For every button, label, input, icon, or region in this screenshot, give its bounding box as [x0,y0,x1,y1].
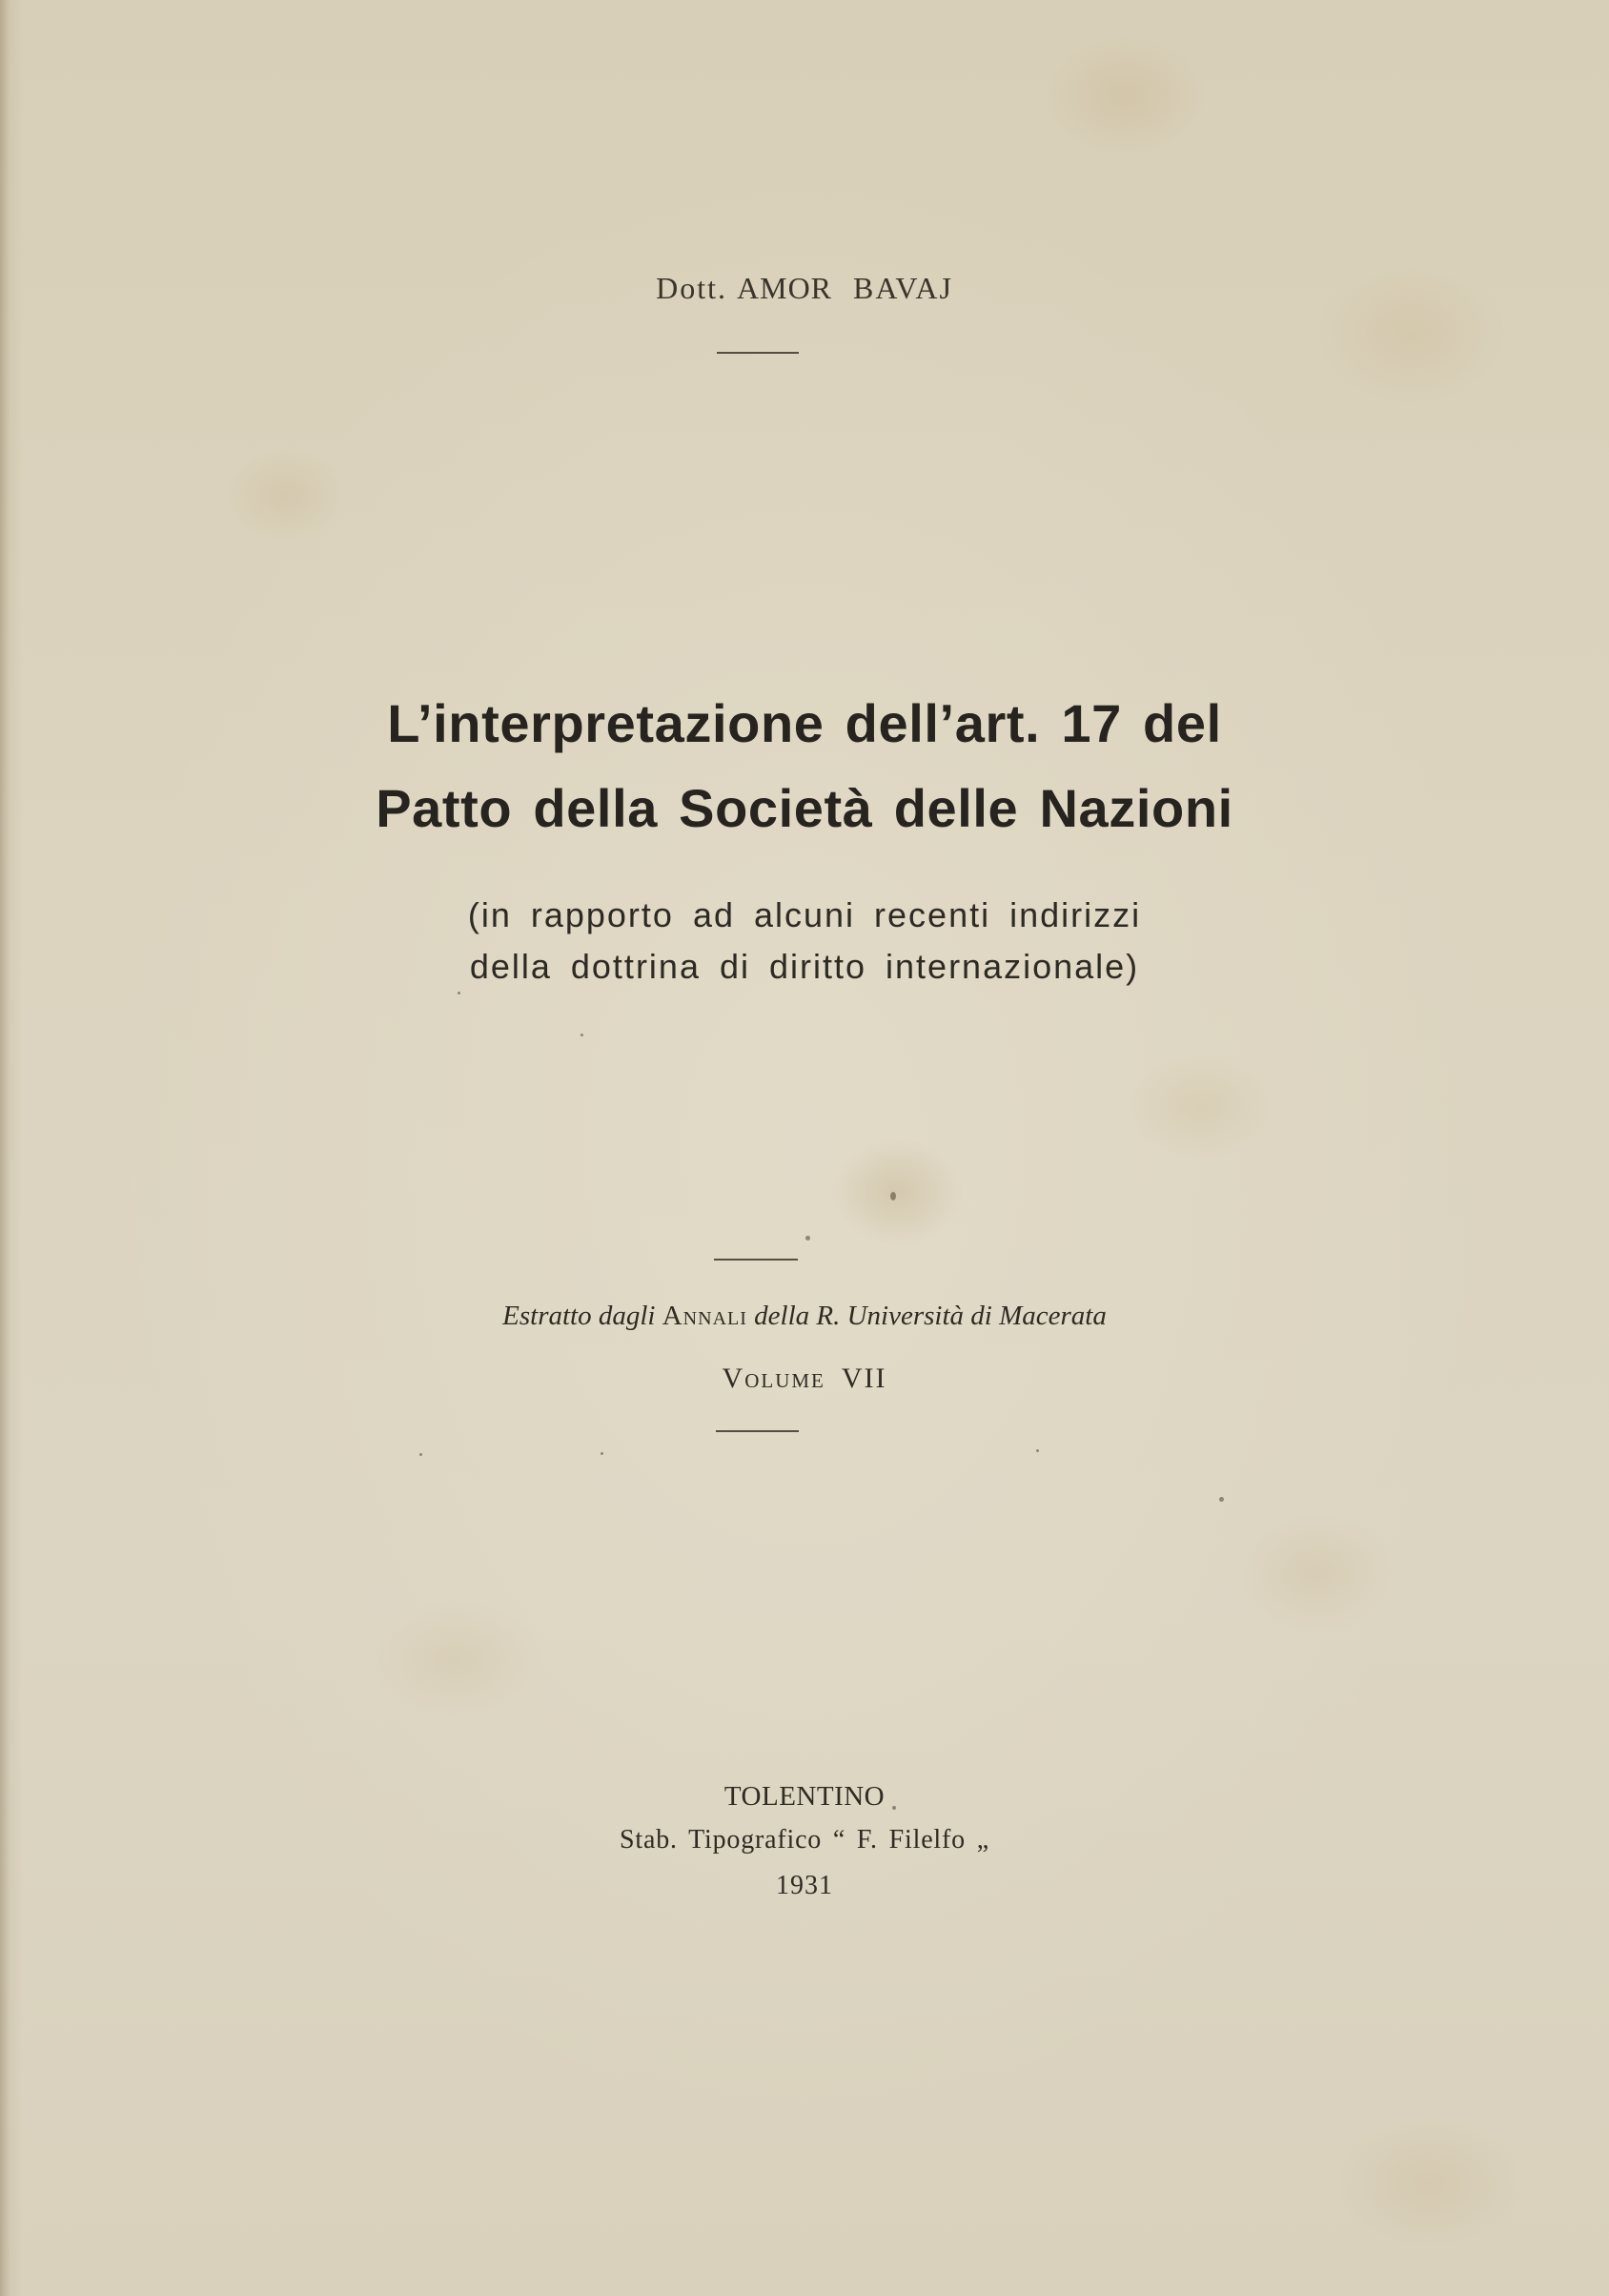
volume-label: Volume VII [722,1363,887,1394]
imprint-year: 1931 [776,1871,833,1900]
extract-journal: Annali [662,1301,747,1331]
author-surname: BAVAJ [853,271,953,305]
title-line-1: L’interpretazione dell’art. 17 del [387,693,1222,753]
subtitle-line-2: della dottrina di diritto internazionale) [469,947,1140,986]
paper-speck [892,1806,896,1810]
author-line [0,269,1609,307]
extract-prefix: Estratto dagli [502,1301,656,1331]
paper-speck [580,1034,583,1036]
divider-rule-lower [716,1430,799,1432]
subtitle-line-1: (in rapporto ad alcuni recenti indirizzi [467,895,1142,934]
extract-source-line [0,1299,1609,1333]
paper-speck [890,1192,896,1200]
imprint-printer: Stab. Tipografico “ F. Filelfo „ [620,1825,989,1855]
extract-middle: della R. Università di [754,1301,992,1331]
divider-rule-upper [714,1259,798,1261]
title-line-2: Patto della Società delle Nazioni [376,778,1233,838]
divider-rule-author [717,352,799,354]
paper-speck [601,1452,603,1455]
paper-speck [1219,1497,1224,1502]
imprint-place: TOLENTINO [723,1781,886,1812]
paper-speck [1036,1449,1039,1452]
extract-city: Macerata [999,1301,1107,1331]
author-prefix: Dott. [656,271,727,305]
paper-speck [458,992,460,994]
paper-speck [419,1453,422,1456]
author-name: AMOR [737,271,833,305]
paper-speck [805,1236,810,1240]
